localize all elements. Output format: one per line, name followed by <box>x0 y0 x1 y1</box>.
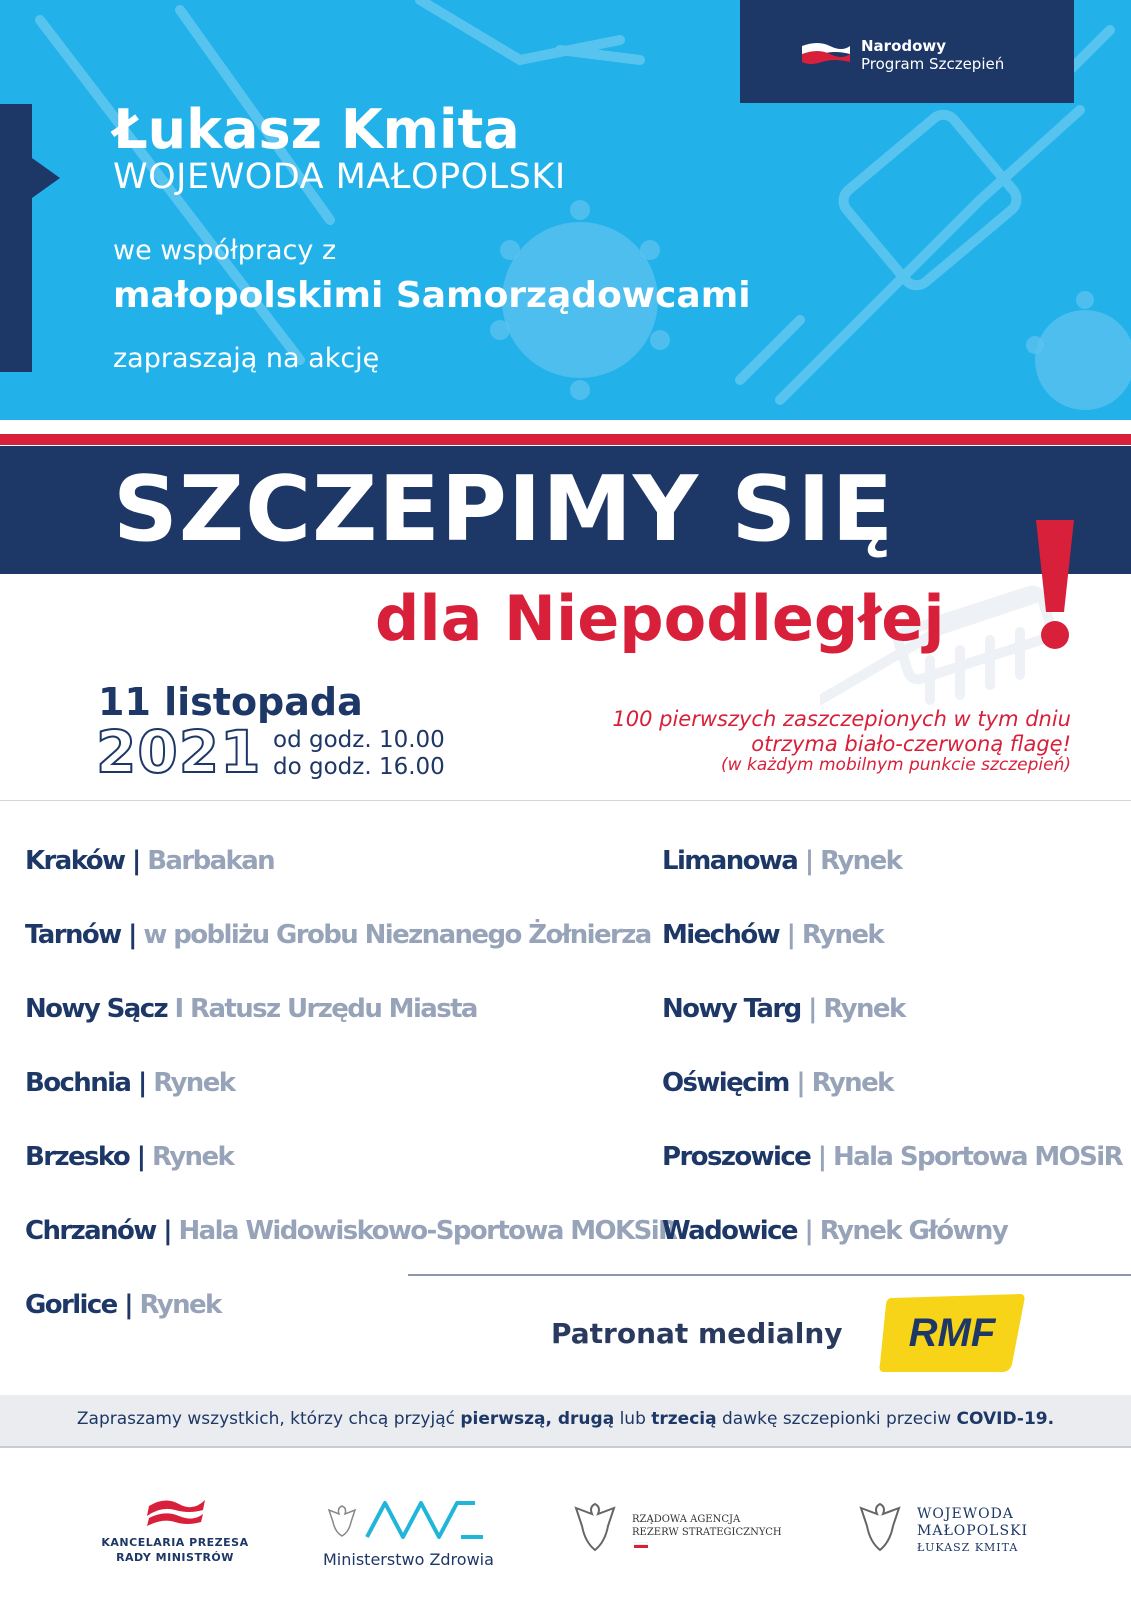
location-place: Rynek <box>139 1290 221 1320</box>
invite-bar-text <box>0 1409 1131 1429</box>
location-city: Nowy Sącz <box>25 994 168 1024</box>
location-city: Limanowa <box>662 846 798 876</box>
location-separator: I <box>167 994 191 1024</box>
event-year: 2021 <box>96 718 262 786</box>
location-city: Gorlice <box>25 1290 117 1320</box>
governor-role: WOJEWODA MAŁOPOLSKI <box>113 157 566 197</box>
program-logo-line1: Narodowy <box>861 37 947 55</box>
location-item <box>662 920 883 950</box>
location-separator: | <box>130 1068 154 1098</box>
kprm-flag-icon <box>145 1494 207 1528</box>
event-start-time: od godz. 10.00 <box>273 727 445 753</box>
location-item <box>25 1068 234 1098</box>
location-city: Chrzanów <box>25 1216 156 1246</box>
invite-text-part2: lub <box>614 1409 652 1429</box>
invitation-text: zapraszają na akcję <box>113 343 380 374</box>
location-place: Barbakan <box>147 846 275 876</box>
location-city: Kraków <box>25 846 125 876</box>
location-city: Wadowice <box>662 1216 797 1246</box>
rars-text-line2: REZERW STRATEGICZNYCH <box>632 1527 782 1538</box>
campaign-subtitle: dla Niepodległej <box>375 582 945 655</box>
location-separator: | <box>120 920 144 950</box>
kprm-text-line1: KANCELARIA PREZESA <box>101 1536 249 1549</box>
event-date: 11 listopada <box>98 680 363 724</box>
location-separator: | <box>779 920 802 950</box>
voivode-text-line1: WOJEWODA <box>917 1506 1014 1522</box>
location-city: Oświęcim <box>662 1068 789 1098</box>
location-separator: | <box>155 1216 179 1246</box>
invite-covid: COVID-19. <box>956 1409 1055 1429</box>
location-place: Rynek <box>820 846 902 876</box>
voivode-text-line2: MAŁOPOLSKI <box>917 1523 1029 1539</box>
section-divider <box>0 800 1131 801</box>
location-item <box>25 994 477 1024</box>
location-place: Rynek <box>801 920 884 950</box>
promo-line-1: 100 pierwszych zaszczepionych w tym dniu <box>612 707 1071 731</box>
left-accent-bar <box>0 104 32 372</box>
exclamation-icon <box>1030 520 1074 650</box>
cooperation-line: we współpracy z <box>113 235 337 266</box>
rmf-logo-text: RMF <box>908 1311 996 1355</box>
event-end-time: do godz. 16.00 <box>273 754 445 780</box>
location-separator: | <box>788 1068 812 1098</box>
location-place: Rynek <box>823 994 905 1024</box>
location-city: Nowy Targ <box>662 994 801 1024</box>
red-stripe <box>0 434 1131 445</box>
rars-text-line1: RZĄDOWA AGENCJA <box>632 1514 741 1525</box>
location-city: Brzesko <box>25 1142 130 1172</box>
kprm-text-line2: RADY MINISTRÓW <box>116 1551 234 1564</box>
eagle-emblem-icon <box>855 1500 905 1554</box>
ministry-health-mark <box>365 1497 485 1542</box>
location-place: Rynek <box>153 1068 235 1098</box>
location-item <box>25 1216 676 1246</box>
location-city: Proszowice <box>662 1142 811 1172</box>
campaign-title: SZCZEPIMY SIĘ <box>113 457 895 562</box>
location-place: Rynek <box>811 1068 893 1098</box>
invite-dose-first-second: pierwszą, drugą <box>460 1409 615 1429</box>
location-separator: | <box>796 1216 820 1246</box>
media-patron-label: Patronat medialny <box>551 1317 843 1350</box>
patron-divider <box>408 1274 1131 1276</box>
left-accent-arrow <box>32 158 60 198</box>
location-item <box>25 920 651 950</box>
location-separator: | <box>116 1290 140 1320</box>
location-separator: | <box>800 994 824 1024</box>
location-item <box>662 846 901 876</box>
program-logo-line2: Program Szczepień <box>861 55 1005 73</box>
invite-text-part1: Zapraszamy wszystkich, którzy chcą przyjąć <box>76 1409 461 1429</box>
location-item <box>662 1142 1122 1172</box>
location-place: Ratusz Urzędu Miasta <box>190 994 477 1024</box>
location-city: Miechów <box>662 920 780 950</box>
location-place: Rynek <box>151 1142 234 1172</box>
polish-flag-icon <box>800 40 852 68</box>
location-item <box>662 1068 893 1098</box>
ministry-health-name: Ministerstwo Zdrowia <box>323 1550 494 1569</box>
location-place: w pobliżu Grobu Nieznanego Żołnierza <box>143 920 651 950</box>
location-separator: | <box>124 846 148 876</box>
invite-dose-third: trzecią <box>651 1409 717 1429</box>
location-item <box>25 1290 221 1320</box>
cooperation-partners: małopolskimi Samorządowcami <box>113 275 751 316</box>
location-place: Hala Widowiskowo-Sportowa MOKSiR <box>178 1216 677 1246</box>
rmf-logo <box>878 1294 1026 1372</box>
location-separator: | <box>797 846 821 876</box>
governor-name: Łukasz Kmita <box>113 98 520 161</box>
location-place: Rynek Główny <box>819 1216 1008 1246</box>
location-separator: | <box>129 1142 152 1172</box>
voivode-text-line3: ŁUKASZ KMITA <box>917 1541 1019 1554</box>
location-item <box>662 1216 1007 1246</box>
location-item <box>25 1142 233 1172</box>
rars-flag-icon <box>634 1542 648 1548</box>
location-place: Hala Sportowa MOSiR <box>833 1142 1122 1172</box>
promo-line-2: otrzyma biało-czerwoną flagę! <box>751 732 1071 756</box>
promo-note: (w każdym mobilnym punkcie szczepień) <box>721 755 1071 775</box>
eagle-emblem-icon <box>570 1500 620 1554</box>
location-item <box>662 994 905 1024</box>
location-city: Bochnia <box>25 1068 131 1098</box>
invite-text-part3: dawkę szczepionki przeciw <box>716 1409 957 1429</box>
eagle-emblem-icon <box>325 1502 359 1540</box>
location-item <box>25 846 274 876</box>
location-city: Tarnów <box>25 920 121 950</box>
location-separator: | <box>810 1142 834 1172</box>
footer-divider <box>0 1446 1131 1448</box>
